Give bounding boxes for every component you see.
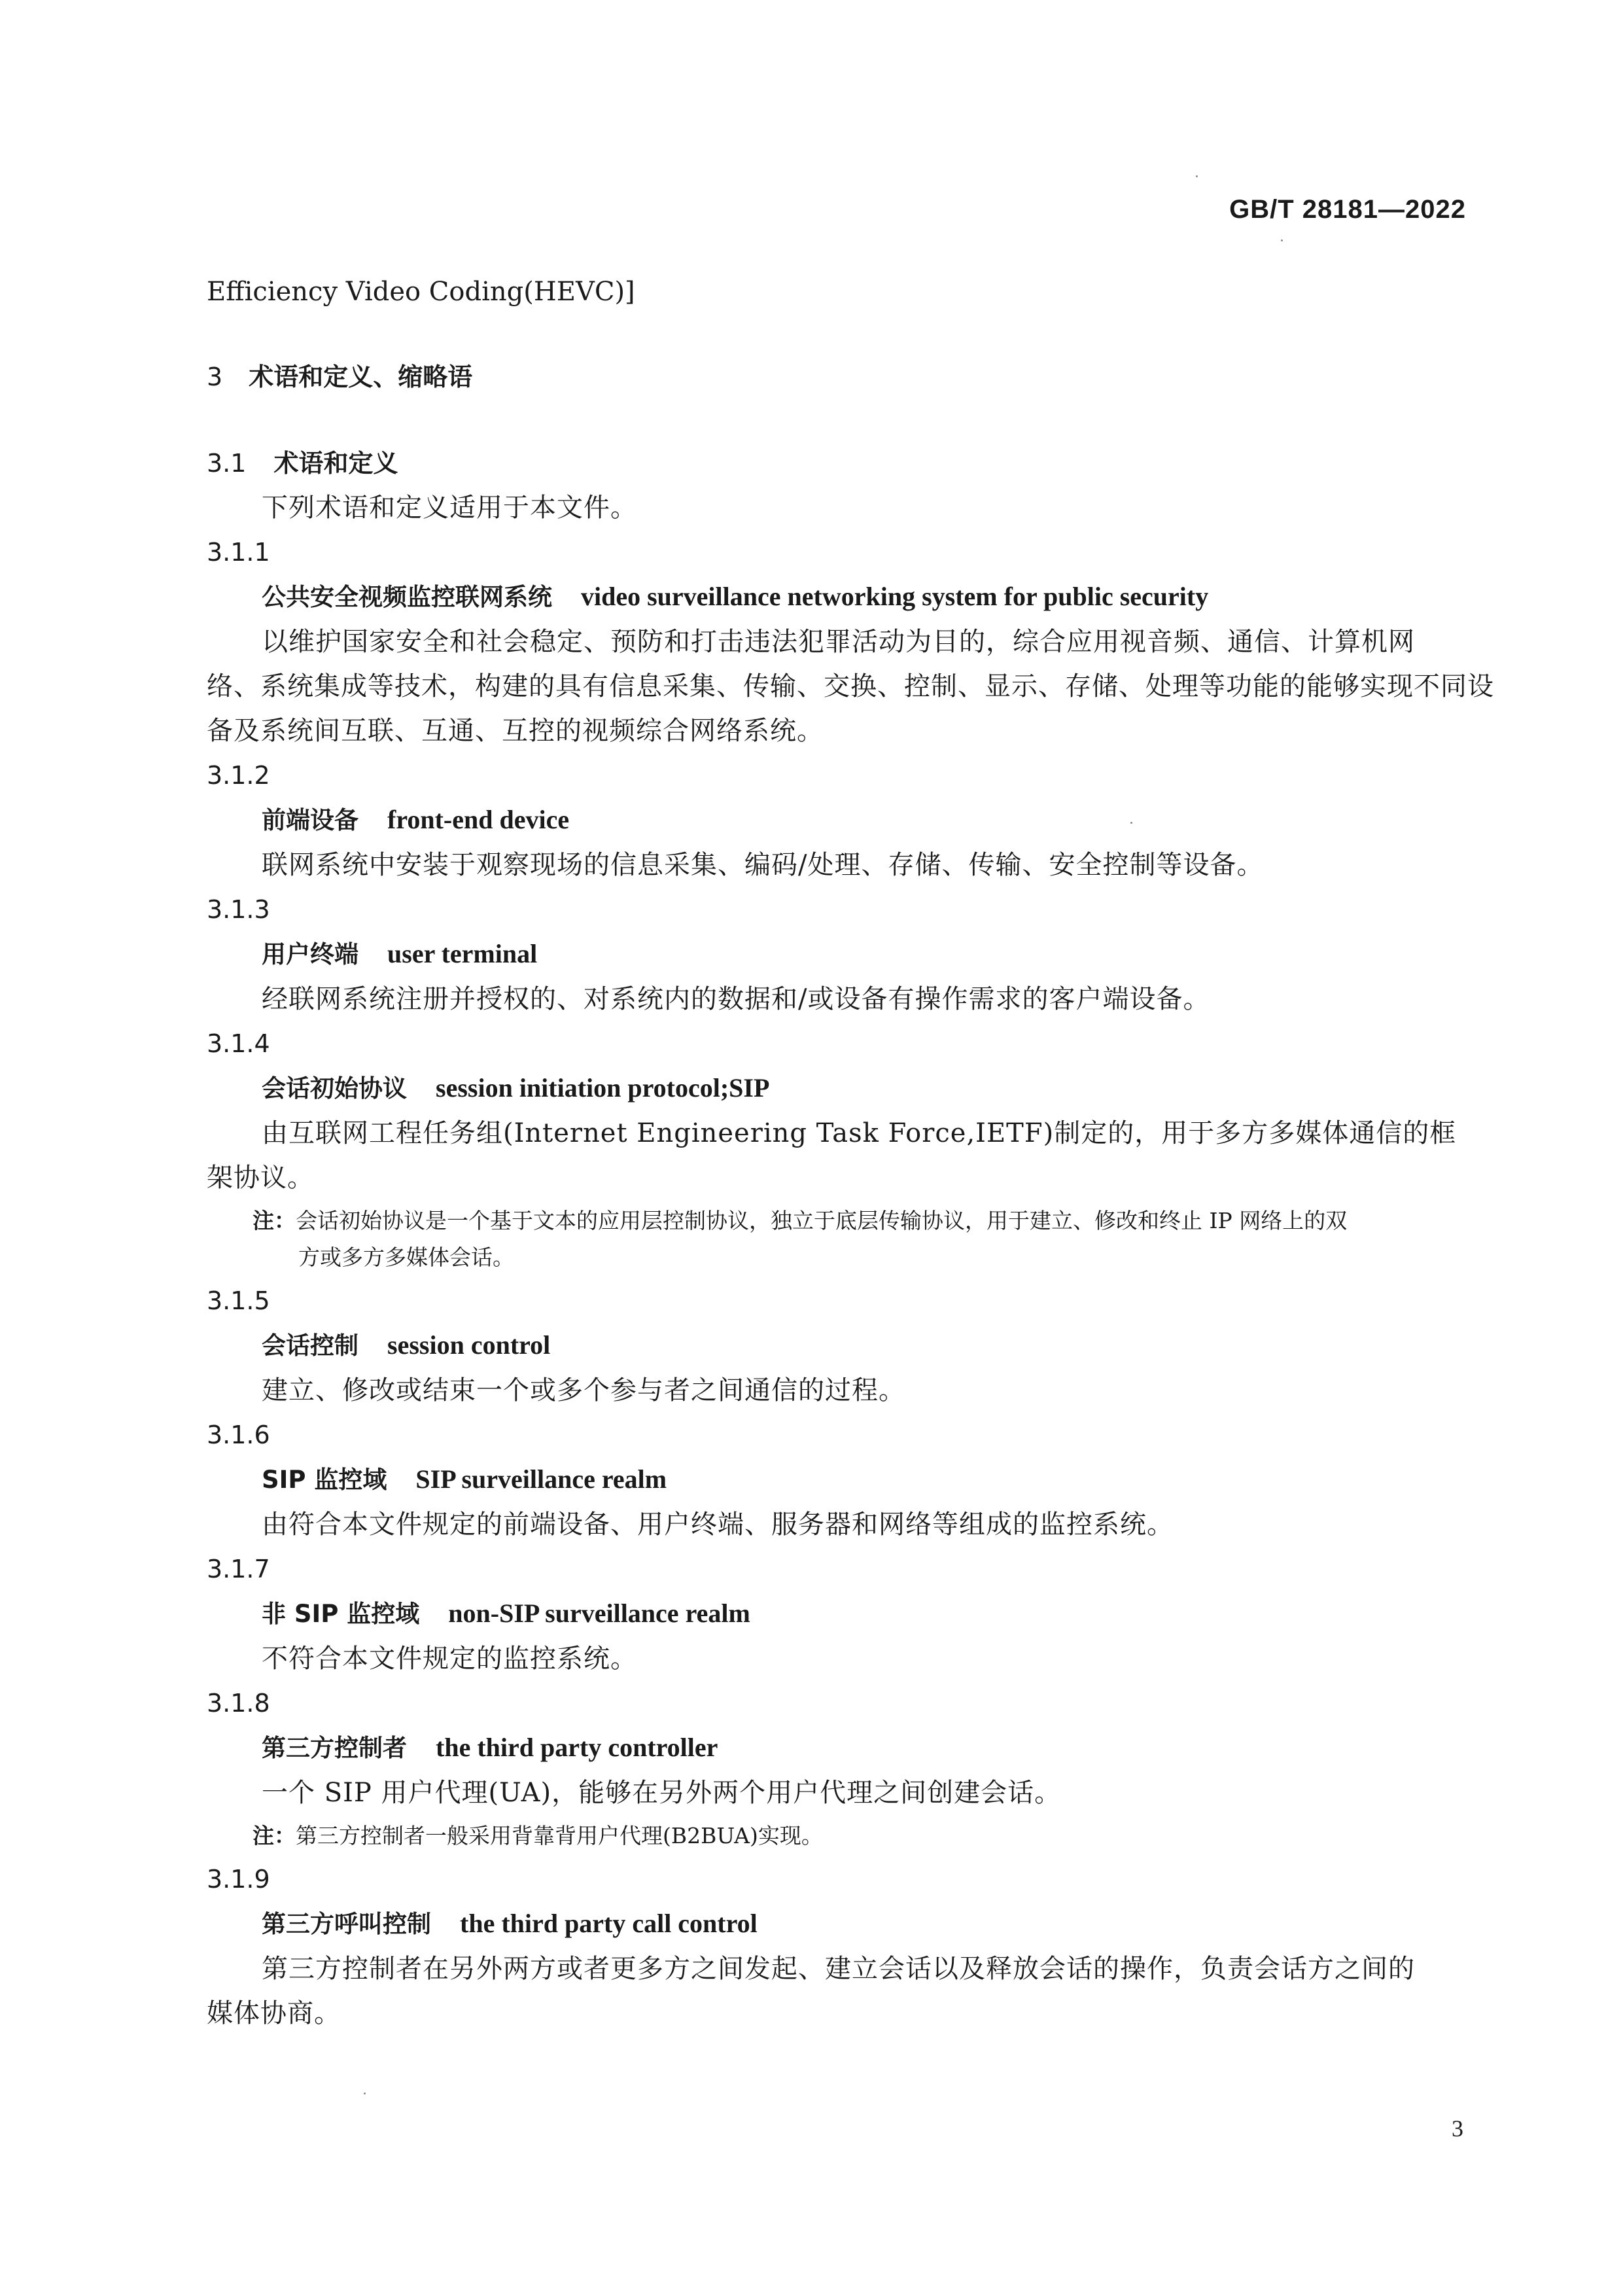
term-definition: 一个 SIP 用户代理(UA)，能够在另外两个用户代理之间创建会话。: [262, 1778, 1062, 1808]
term-note: [207, 1203, 1463, 1239]
definition-line: 以维护国家安全和社会稳定、预防和打击违法犯罪活动为目的，综合应用视音频、通信、计算机网: [262, 627, 1415, 657]
term-number: 3.1.7: [207, 1555, 270, 1583]
term-en: the third party call control: [460, 1909, 758, 1938]
term-definition-cont: 架协议。: [207, 1163, 314, 1193]
term-number: 3.1.6: [207, 1421, 270, 1449]
term-en: front-end device: [387, 805, 570, 834]
term-heading: [207, 1457, 1463, 1502]
section-heading: [207, 355, 1463, 399]
term-zh: 用户终端: [262, 940, 358, 968]
term-zh: 第三方控制者: [262, 1734, 407, 1762]
subsection-title: 术语和定义: [273, 449, 398, 478]
term-definition: 第三方控制者在另外两方或者更多方之间发起、建立会话以及释放会话的操作，负责会话方之间的: [262, 1954, 1415, 1984]
note-label: 注：: [253, 1823, 296, 1848]
term-number: 3.1.9: [207, 1865, 270, 1894]
note-label: 注：: [253, 1208, 296, 1233]
page-number: 3: [1452, 2115, 1463, 2142]
term-heading: [207, 1591, 1463, 1636]
term-zh: 非 SIP 监控域: [262, 1600, 420, 1628]
term-heading: [207, 574, 1463, 620]
term-definition: 联网系统中安装于观察现场的信息采集、编码/处理、存储、传输、安全控制等设备。: [262, 850, 1264, 880]
term-definition-cont: [207, 709, 1463, 753]
subsection-intro: 下列术语和定义适用于本文件。: [262, 493, 637, 523]
definition-line: 备及系统间互联、互通、互控的视频综合网络系统。: [207, 716, 824, 746]
standard-code-header: GB/T 28181—2022: [1229, 195, 1466, 224]
scan-speck: [364, 2093, 366, 2094]
term-definition: [207, 620, 1463, 664]
definition-line: 络、系统集成等技术，构建的具有信息采集、传输、交换、控制、显示、存储、处理等功能的能够实现不同设: [207, 671, 1494, 701]
term-en: non-SIP surveillance realm: [448, 1598, 750, 1628]
term-definition: 由符合本文件规定的前端设备、用户终端、服务器和网络等组成的监控系统。: [262, 1510, 1174, 1540]
section-title: 术语和定义、缩略语: [249, 362, 473, 391]
term-note-cont: 方或多方多媒体会话。: [298, 1245, 514, 1270]
term-definition-cont: [207, 664, 1494, 709]
term-heading: [207, 798, 1463, 843]
note-line: 第三方控制者一般采用背靠背用户代理(B2BUA)实现。: [296, 1823, 823, 1848]
term-definition: 建立、修改或结束一个或多个参与者之间通信的过程。: [262, 1375, 905, 1405]
term-definition-cont: 媒体协商。: [207, 1998, 341, 2028]
term-note: [207, 1818, 1463, 1854]
scan-speck: [1130, 822, 1132, 824]
term-heading: [207, 932, 1463, 977]
subsection-number: 3.1: [207, 449, 247, 478]
section-number: 3: [207, 362, 223, 391]
term-en: video surveillance networking system for public security: [581, 582, 1209, 611]
scan-speck: [1281, 239, 1283, 241]
term-zh: 会话控制: [262, 1332, 358, 1360]
term-number: 3.1.2: [207, 761, 270, 790]
term-number: 3.1.8: [207, 1689, 270, 1718]
term-number: 3.1.4: [207, 1029, 270, 1058]
term-en: SIP surveillance realm: [415, 1464, 667, 1494]
term-number: 3.1.1: [207, 538, 270, 567]
term-definition: 经联网系统注册并授权的、对系统内的数据和/或设备有操作需求的客户端设备。: [262, 984, 1210, 1014]
term-zh: SIP 监控域: [262, 1466, 387, 1494]
term-en: session initiation protocol;SIP: [436, 1073, 770, 1103]
term-zh: 会话初始协议: [262, 1074, 407, 1103]
term-number: 3.1.5: [207, 1286, 270, 1315]
term-heading: [207, 1725, 1463, 1771]
continuation-text: Efficiency Video Coding(HEVC)]: [207, 277, 635, 307]
term-zh: 第三方呼叫控制: [262, 1910, 431, 1938]
term-heading: [207, 1901, 1463, 1947]
term-en: user terminal: [387, 939, 538, 968]
term-heading: [207, 1323, 1463, 1368]
term-number: 3.1.3: [207, 895, 270, 924]
term-definition: 由互联网工程任务组(Internet Engineering Task Force,IETF)制定的，用于多方多媒体通信的框: [262, 1118, 1457, 1148]
term-en: session control: [387, 1330, 551, 1360]
term-definition: 不符合本文件规定的监控系统。: [262, 1644, 637, 1674]
page-content: [207, 270, 1494, 2036]
term-zh: 公共安全视频监控联网系统: [262, 583, 552, 611]
term-heading: [207, 1066, 1463, 1111]
term-zh: 前端设备: [262, 806, 358, 834]
subsection-heading: [207, 441, 1463, 486]
note-line: 会话初始协议是一个基于文本的应用层控制协议，独立于底层传输协议，用于建立、修改和终止 IP 网络上的双: [296, 1208, 1348, 1233]
term-en: the third party controller: [436, 1733, 718, 1762]
scan-speck: [1196, 175, 1198, 177]
